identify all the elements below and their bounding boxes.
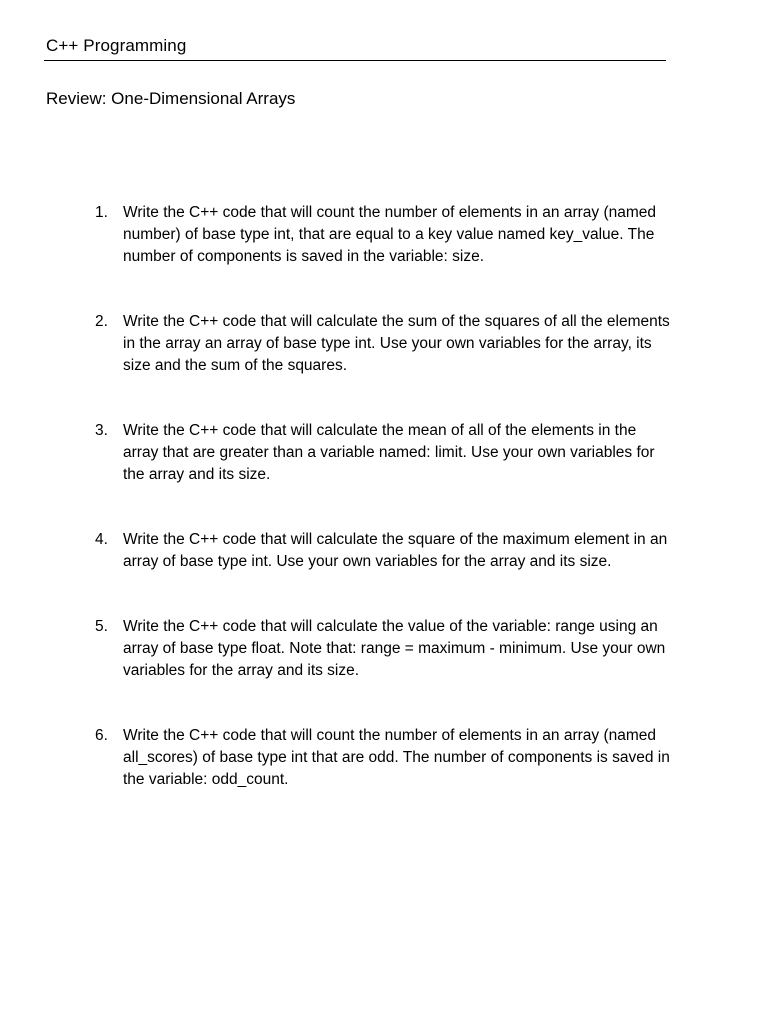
header-divider bbox=[44, 60, 666, 61]
question-number: 3. bbox=[95, 422, 108, 439]
question-text: Write the C++ code that will count the number of elements in an array (named number) of base type int, that are equal to a key value named key_value. The number of components is saved in the variable: size. bbox=[123, 204, 657, 265]
question-number: 5. bbox=[95, 618, 108, 635]
question-number: 4. bbox=[95, 531, 108, 548]
question-text: Write the C++ code that will calculate the square of the maximum element in an array of base type int. Use your own variables for the array and its size. bbox=[123, 531, 668, 570]
question-item bbox=[95, 311, 675, 377]
question-number: 1. bbox=[95, 204, 108, 221]
review-subtitle: Review: One-Dimensional Arrays bbox=[46, 89, 296, 108]
question-item bbox=[95, 202, 675, 268]
question-number: 6. bbox=[95, 727, 108, 744]
question-text: Write the C++ code that will count the number of elements in an array (named all_scores) of base type int that are odd. The number of components is saved in the variable: odd_count. bbox=[123, 727, 670, 788]
question-item bbox=[95, 529, 675, 573]
question-number: 2. bbox=[95, 313, 108, 330]
question-text: Write the C++ code that will calculate the value of the variable: range using an array of base type float. Note that: range = maximum - minimum. Use your own variables for the array and its size. bbox=[123, 618, 666, 679]
question-item bbox=[95, 616, 675, 682]
question-item bbox=[95, 725, 675, 791]
question-list bbox=[95, 202, 675, 834]
course-title: C++ Programming bbox=[46, 36, 187, 55]
question-text: Write the C++ code that will calculate the mean of all of the elements in the array that are greater than a variable named: limit. Use your own variables for the array and its size. bbox=[123, 422, 655, 483]
question-text: Write the C++ code that will calculate the sum of the squares of all the elements in the array an array of base type int. Use your own variables for the array, its size and the sum of the squares. bbox=[123, 313, 670, 374]
question-item bbox=[95, 420, 675, 486]
